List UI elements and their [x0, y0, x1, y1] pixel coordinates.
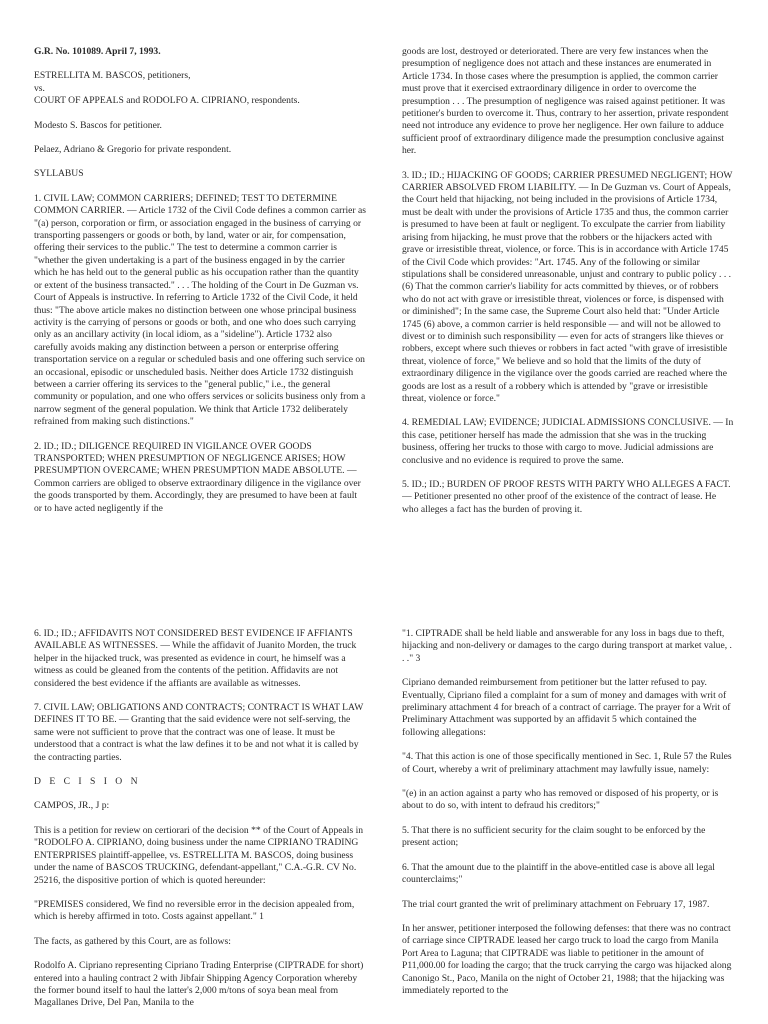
decision-heading: D E C I S I O N [34, 776, 141, 788]
respondent-line: COURT OF APPEALS and RODOLFO A. CIPRIANO, respondents. [34, 95, 300, 107]
answer-paragraph: In her answer, petitioner interposed the following defenses: that there was no contract of carriage since CIPTRADE leased her cargo truck to load the cargo from Manila Port Area to Laguna; that CIPTRADE was liable to petitioner in the amount of P11,000.00 for loading the cargo; that the truck carrying the cargo was hijacked along Canonigo St., Paco, Manila on the night of October 21, 1988; that the hijacking was immediately reported to the [402, 922, 732, 996]
petitioner-line: ESTRELLITA M. BASCOS, petitioners, [34, 70, 191, 82]
allegation-6: 6. That the amount due to the plaintiff in the above-entitled case is above all legal counterclaims;" [402, 861, 715, 886]
allegation-e: "(e) in an action against a party who has removed or disposed of his property, or is about to do so, with intent to defraud his creditors;" [402, 788, 719, 812]
reimbursement-paragraph: Cipriano demanded reimbursement from petitioner but the latter refused to pay. Eventually, Cipriano filed a complaint for a sum of money and damages with writ of preliminary attachment 4 for breach of a contract of carriage. The prayer for a Writ of Preliminary Attachment was supported by an affidavit 5 which contained the following allegations: [402, 677, 731, 738]
document-page-3 [34, 628, 366, 1024]
document-page-4 [402, 628, 734, 1024]
decision-intro: This is a petition for review on certiorari of the decision ** of the Court of Appeals in "RODOLFO A. CIPRIANO, doing business under the name CIPRIANO TRADING ENTERPRISES plaintiff-appellee, vs. ESTRELLITA M. BASCOS, doing business under the name of BASCOS TRUCKING, defendant-appellant," C.A.-G.R. CV No. 25216, the dispositive portion of which is quoted hereunder: [34, 824, 364, 886]
syllabus-item-2-continued: goods are lost, destroyed or deteriorated. There are very few instances when the presumption of negligence does not attach and these instances are enumerated in Article 1734. In those cases where the presumption is applied, the common carrier must prove that it exercised extraordinary diligence in order to overcome the presumption . . . The presumption of negligence was raised against petitioner. It was petitioner's burden to overcome it. Thus, contrary to her assertion, private respondent need not introduce any evidence to prove her negligence. Her own failure to adduce sufficient proof of extraordinary diligence made the presumption conclusive against her. [402, 46, 729, 157]
contract-clause-1: "1. CIPTRADE shall be held liable and answerable for any loss in bags due to theft, hijacking and non-delivery or damages to the cargo during transport at market value, . . ." 3 [402, 628, 732, 664]
decision-quote: "PREMISES considered, We find no reversible error in the decision appealed from, which is hereby affirmed in toto. Costs against appellant." 1 [34, 898, 355, 923]
case-number: G.R. No. 101089. April 7, 1993. [34, 46, 161, 57]
counsel-petitioner: Modesto S. Bascos for petitioner. [34, 119, 162, 131]
syllabus-item-5: 5. ID.; ID.; BURDEN OF PROOF RESTS WITH PARTY WHO ALLEGES A FACT. — Petitioner presented no other proof of the existence of the contract of lease. He who alleges a fact has the burden of proving it. [402, 479, 731, 515]
document-page-1 [34, 46, 366, 558]
writ-granted: The trial court granted the writ of preliminary attachment on February 17, 1987. [402, 898, 710, 910]
syllabus-item-3: 3. ID.; ID.; HIJACKING OF GOODS; CARRIER PRESUMED NEGLIGENT; HOW CARRIER ABSOLVED FROM LIABILITY. — In De Guzman vs. Court of Appeals, the Court held that hijacking, not being included in the provisions of Article 1734, must be dealt with under the provisions of Article 1735 and thus, the common carrier is presumed to have been at fault or negligent. To exculpate the carrier from liability arising from hijacking, he must prove that the robbers or the hijackers acted with grave or irresistible threat, violence, or force. This is in accordance with Article 1745 of the Civil Code which provides: "Art. 1745. Any of the following or similar stipulations shall be considered unreasonable, unjust and contrary to public policy . . . (6) That the common carrier's liability for acts committed by thieves, or of robbers who do not act with grave or irresistible threat, violences or force, is dispensed with or diminished"; In the same case, the Supreme Court also held that: "Under Article 1745 (6) above, a common carrier is held responsible — and will not be allowed to divest or to diminish such responsibility — even for acts of strangers like thieves or robbers, except where such thieves or robbers in fact acted "with grave of irresistible threat, violence of force," We believe and so hold that the limits of the duty of extraordinary diligence in the vigilance over the goods carried are reached where the goods are lost as a result of a robbery which is attended by "grave or irresistible threat, violence or force." [402, 169, 733, 404]
versus-line: vs. [34, 82, 45, 94]
counsel-respondent: Pelaez, Adriano & Gregorio for private respondent. [34, 144, 232, 156]
document-page-2 [402, 46, 734, 558]
syllabus-item-6: 6. ID.; ID.; AFFIDAVITS NOT CONSIDERED BEST EVIDENCE IF AFFIANTS AVAILABLE AS WITNESSES. — While the affidavit of Juanito Morden, the truck helper in the hijacked truck, was presented as evidence in court, he himself was a witness as could be gleaned from the contents of the petition. Affidavits are not considered the best evidence if the affiants are available as witnesses. [34, 628, 357, 689]
syllabus-item-1: 1. CIVIL LAW; COMMON CARRIERS; DEFINED; TEST TO DETERMINE COMMON CARRIER. — Article 1732 of the Civil Code defines a common carrier as "(a) person, corporation or firm, or association engaged in the business of carrying or transporting passengers or goods or both, by land, water or air, for compensation, offering their services to the public." The test to determine a common carrier is "whether the given undertaking is a part of the business engaged in by the carrier which he has held out to the general public as his occupation rather than the quantity or extent of the business transacted." . . . The holding of the Court in De Guzman vs. Court of Appeals is instructive. In referring to Article 1732 of the Civil Code, it held thus: "The above article makes no distinction between one whose principal business activity is the carrying of persons or goods or both, and one who does such carrying only as an ancillary activity (in local idiom, as a "sideline"). Article 1732 also carefully avoids making any distinction between a person or enterprise offering transportation service on a regular or scheduled basis and one offering such service on an occasional, episodic or unscheduled basis. Neither does Article 1732 distinguish between a carrier offering its services to the "general public," i.e., the general community or population, and one who offers services or solicits business only from a narrow segment of the general population. We think that Article 1732 deliberately refrained from making such distinctions." [34, 192, 366, 428]
syllabus-heading: SYLLABUS [34, 168, 84, 180]
ponente: CAMPOS, JR., J p: [34, 800, 110, 812]
syllabus-item-4: 4. REMEDIAL LAW; EVIDENCE; JUDICIAL ADMISSIONS CONCLUSIVE. — In this case, petitioner herself has made the admission that she was in the trucking business, offering her trucks to those with cargo to move. Judicial admissions are conclusive and no evidence is required to prove the same. [402, 417, 734, 466]
syllabus-item-2: 2. ID.; ID.; DILIGENCE REQUIRED IN VIGILANCE OVER GOODS TRANSPORTED; WHEN PRESUMPTION OF NEGLIGENCE ARISES; HOW PRESUMPTION OVERCAME; WHEN PRESUMPTION MADE ABSOLUTE. — Common carriers are obliged to observe extraordinary diligence in the vigilance over the goods transported by them. Accordingly, they are presumed to have been at fault or to have acted negligently if the [34, 440, 361, 514]
facts-intro: The facts, as gathered by this Court, are as follows: [34, 935, 231, 947]
allegation-5: 5. That there is no sufficient security for the claim sought to be enforced by the present action; [402, 824, 706, 849]
syllabus-item-7: 7. CIVIL LAW; OBLIGATIONS AND CONTRACTS; CONTRACT IS WHAT LAW DEFINES IT TO BE. — Granting that the said evidence were not self-serving, the same were not sufficient to prove that the contract was one of lease. It must be understood that a contract is what the law defines it to be and not what it is called by the contracting parties. [34, 702, 364, 763]
allegation-4: "4. That this action is one of those specifically mentioned in Sec. 1, Rule 57 the Rules of Court, whereby a writ of preliminary attachment may lawfully issue, namely: [402, 751, 732, 775]
facts-paragraph-1: Rodolfo A. Cipriano representing Cipriano Trading Enterprise (CIPTRADE for short) entered into a hauling contract 2 with Jibfair Shipping Agency Corporation whereby the former bound itself to haul the latter's 2,000 m/tons of soya bean meal from Magallanes Drive, Del Pan, Manila to the [34, 960, 364, 1009]
